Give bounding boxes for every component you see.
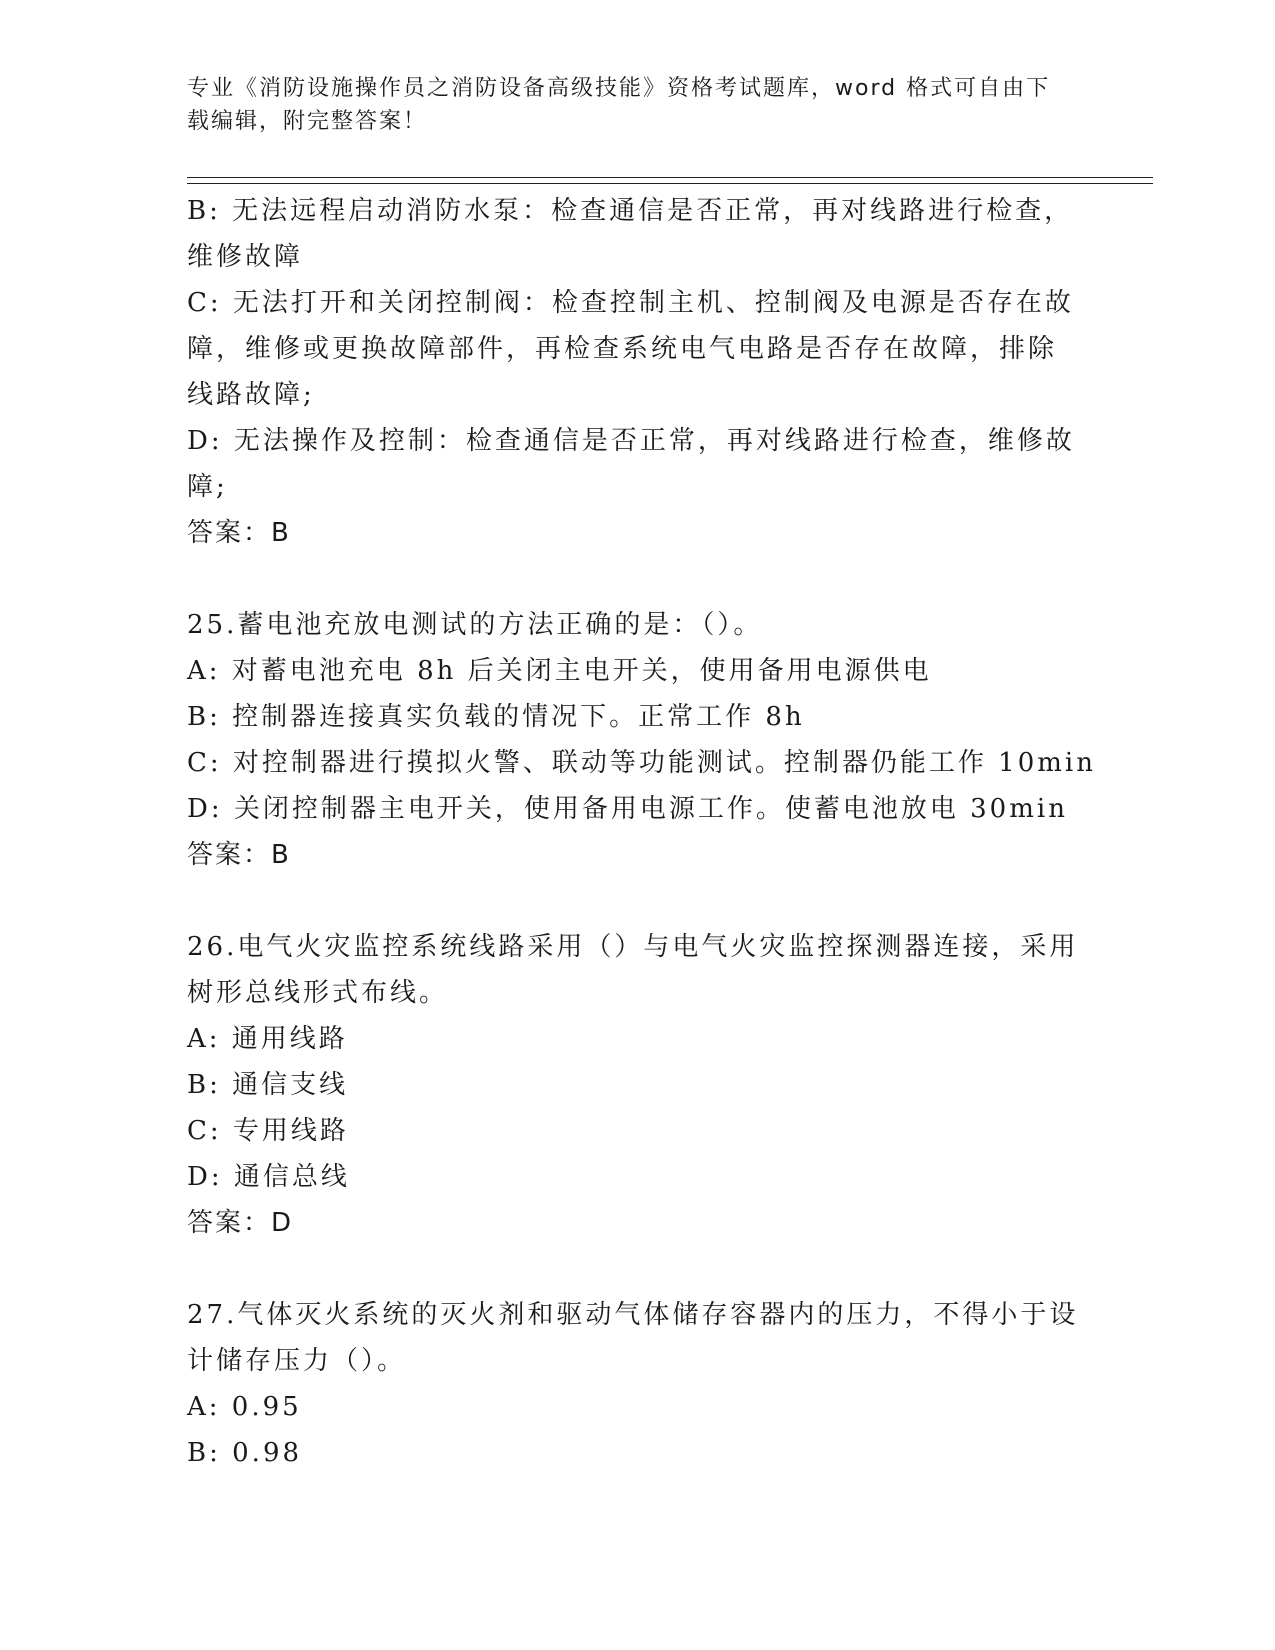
- question-26: [187, 924, 1087, 1246]
- option-d: D: 通信总线: [187, 1162, 350, 1192]
- option-b: B: 通信支线: [187, 1070, 349, 1100]
- option-b-line-1: B: 无法远程启动消防水泵：检查通信是否正常，再对线路进行检查，: [187, 196, 1074, 226]
- option-c-line-1: C: 无法打开和关闭控制阀：检查控制主机、控制阀及电源是否存在故: [187, 288, 1074, 318]
- question-content: [187, 188, 1096, 1476]
- question-stem-line-1: 26.电气火灾监控系统线路采用（）与电气火灾监控探测器连接，采用: [187, 932, 1079, 962]
- header-line-1: 专业《消防设施操作员之消防设备高级技能》资格考试题库，word 格式可自由下: [187, 76, 1051, 101]
- option-b: B: 0.98: [187, 1438, 303, 1468]
- option-c-line-3: 线路故障;: [187, 380, 315, 410]
- header-rule-bottom: [187, 183, 1153, 184]
- answer: 答案：D: [187, 1208, 294, 1238]
- question-stem-line-2: 树形总线形式布线。: [187, 978, 449, 1008]
- option-b-line-2: 维修故障: [187, 242, 304, 272]
- option-a: A: 对蓄电池充电 8h 后关闭主电开关，使用备用电源供电: [187, 656, 932, 686]
- spacer: [187, 878, 1087, 924]
- option-c-line-2: 障，维修或更换故障部件，再检查系统电气电路是否存在故障，排除: [187, 334, 1058, 364]
- header-line-2: 载编辑，附完整答案！: [187, 109, 428, 134]
- option-c: C: 对控制器进行摸拟火警、联动等功能测试。控制器仍能工作 10min: [187, 748, 1096, 778]
- prev-question: [187, 188, 1087, 556]
- question-stem-line-1: 27.气体灭火系统的灭火剂和驱动气体储存容器内的压力，不得小于设: [187, 1300, 1079, 1330]
- page-header: [187, 72, 1067, 138]
- option-d-line-2: 障;: [187, 472, 228, 502]
- option-a: A: 通用线路: [187, 1024, 348, 1054]
- question-27: [187, 1292, 1087, 1476]
- spacer: [187, 556, 1087, 602]
- question-stem-line-2: 计储存压力（）。: [187, 1346, 407, 1376]
- answer: 答案：B: [187, 518, 291, 548]
- spacer: [187, 1246, 1087, 1292]
- answer: 答案：B: [187, 840, 291, 870]
- option-b: B: 控制器连接真实负载的情况下。正常工作 8h: [187, 702, 805, 732]
- question-25: [187, 602, 1096, 878]
- question-stem: 25.蓄电池充放电测试的方法正确的是：（）。: [187, 610, 763, 640]
- option-d: D: 关闭控制器主电开关，使用备用电源工作。使蓄电池放电 30min: [187, 794, 1068, 824]
- header-rule-top: [187, 177, 1153, 178]
- option-a: A: 0.95: [187, 1392, 302, 1422]
- option-d-line-1: D: 无法操作及控制：检查通信是否正常，再对线路进行检查，维修故: [187, 426, 1075, 456]
- option-c: C: 专用线路: [187, 1116, 349, 1146]
